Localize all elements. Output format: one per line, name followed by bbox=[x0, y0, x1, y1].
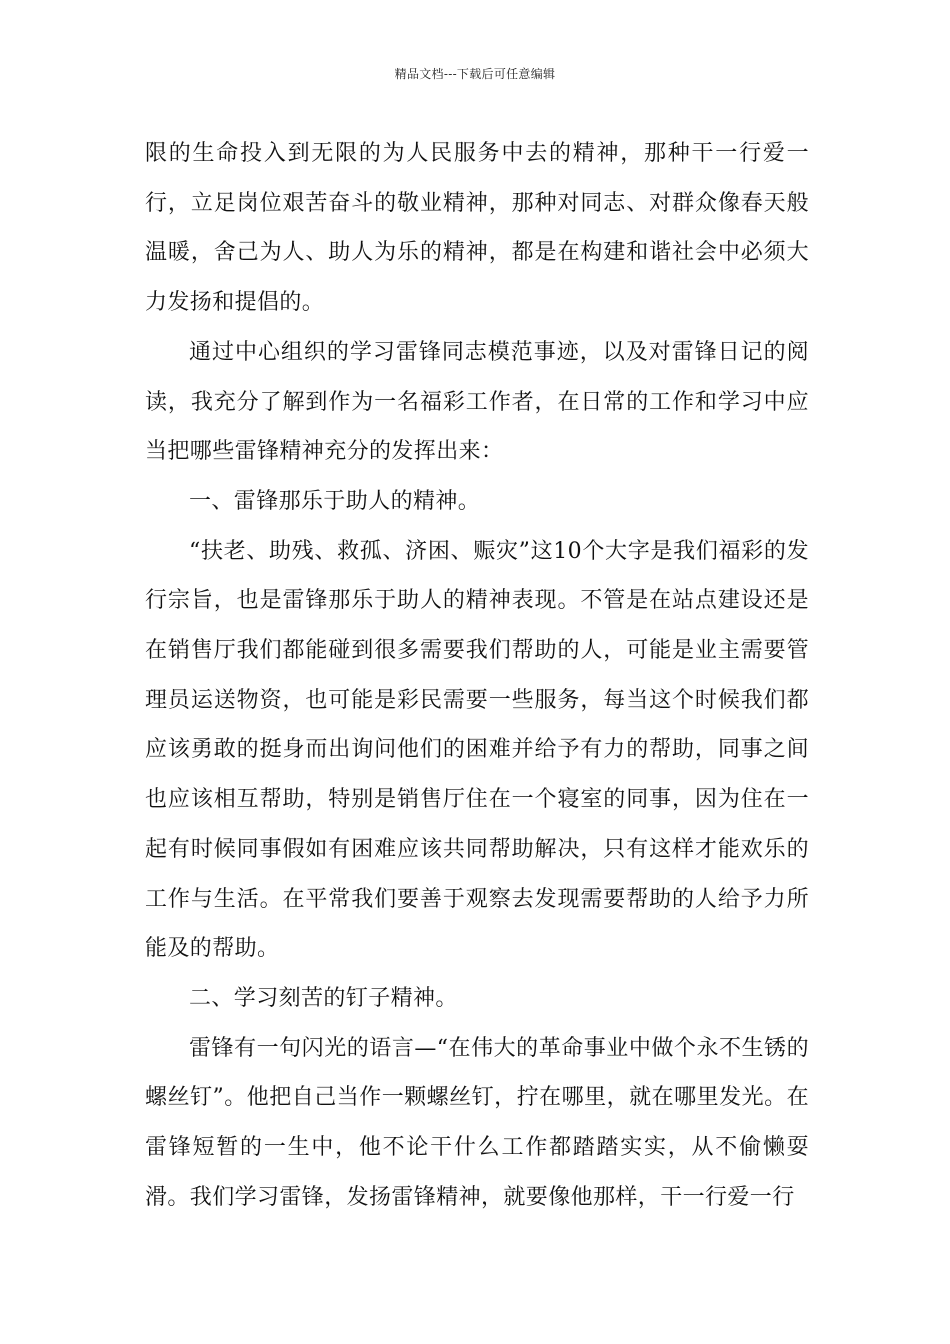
paragraph-1: 限的生命投入到无限的为人民服务中去的精神，那种干一行爱一行，立足岗位艰苦奋斗的敬业精神，那种对同志、对群众像春天般温暖，舍己为人、助人为乐的精神，都是在构建和谐社会中必须大力发扬和提倡的。 bbox=[145, 141, 809, 316]
document-body bbox=[145, 129, 809, 1222]
section-heading-2: 二、学习刻苦的钉子精神。 bbox=[189, 985, 458, 1011]
paragraph-2: 通过中心组织的学习雷锋同志模范事迹，以及对雷锋日记的阅读，我充分了解到作为一名福彩工作者，在日常的工作和学习中应当把哪些雷锋精神充分的发挥出来： bbox=[145, 339, 809, 465]
paragraph-3: “扶老、助残、救孤、济困、赈灾”这10个大字是我们福彩的发行宗旨，也是雷锋那乐于助人的精神表现。不管是在站点建设还是在销售厅我们都能碰到很多需要我们帮助的人，可能是业主需要管理员运送物资，也可能是彩民需要一些服务，每当这个时候我们都应该勇敢的挺身而出询问他们的困难并给予有力的帮助，同事之间也应该相互帮助，特别是销售厅住在一个寝室的同事，因为住在一起有时候同事假如有困难应该共同帮助解决，只有这样才能欢乐的工作与生活。在平常我们要善于观察去发现需要帮助的人给予力所能及的帮助。 bbox=[145, 538, 809, 962]
page-header: 精品文档---下载后可任意编辑 bbox=[394, 67, 556, 81]
section-heading-1: 一、雷锋那乐于助人的精神。 bbox=[189, 488, 481, 514]
paragraph-4: 雷锋有一句闪光的语言—“在伟大的革命事业中做个永不生锈的螺丝钉”。他把自己当作一颗螺丝钉，拧在哪里，就在哪里发光。在雷锋短暂的一生中，他不论干什么工作都踏踏实实，从不偷懒耍滑。我们学习雷锋，发扬雷锋精神，就要像他那样，干一行爱一行 bbox=[145, 1035, 809, 1210]
